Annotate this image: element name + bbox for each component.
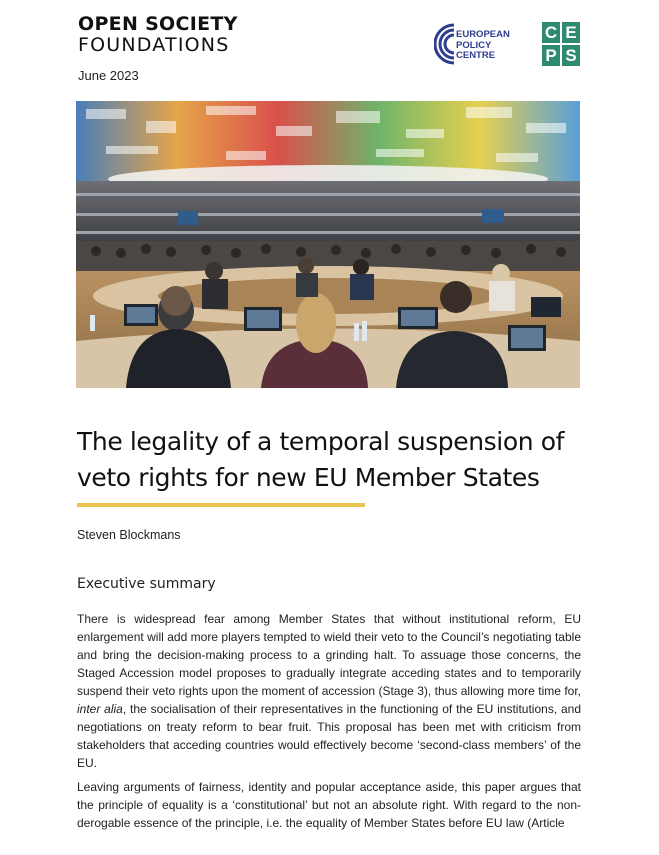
open-society-foundations-logo	[78, 14, 238, 56]
ceps-logo	[542, 22, 580, 66]
ceps-letter-p: P	[542, 45, 560, 66]
osf-logo-line2: FOUNDATIONS	[78, 34, 230, 56]
summary-paragraph-2: Leaving arguments of fairness, identity and popular acceptance aside, this paper argues that the principle of equality is a ‘constitutional’ but not an absolute right. With regard to the non-derogable essence of the principle, i.e. the equality of Member States before EU law (Article	[77, 780, 581, 830]
author-name: Steven Blockmans	[77, 528, 181, 542]
ceps-letter-e: E	[562, 22, 580, 43]
paragraph1-part-b: , the socialisation of their representatives in the functioning of the EU institutions, and negotiations on treaty reform to bear fruit. This proposal has been met with criticism from stakeholders that acceding countries would effectively become ‘second-class members’ of the EU.	[77, 702, 582, 770]
epc-arc-icon	[434, 22, 458, 66]
council-meeting-room-photo-icon	[76, 101, 580, 388]
epc-logo-line3: CENTRE	[456, 50, 496, 61]
paragraph1-part-a: There is widespread fear among Member States that without institutional reform, EU enlargement will add more players tempted to wield their veto to the Council’s negotiating table and bring the decision-making process to a grinding halt. To assuage those concerns, the Staged Accession model proposes to gradually integrate acceding states and to temporarily suspend their veto rights upon the moment of accession (Stage 3), thus allowing more time for,	[77, 612, 581, 698]
document-title: The legality of a temporal suspension of veto rights for new EU Member States	[77, 427, 565, 492]
title-underline-rule	[77, 503, 365, 507]
ceps-letter-s: S	[562, 45, 580, 66]
epc-logo-line2: POLICY	[456, 39, 492, 51]
summary-paragraph-1	[77, 610, 581, 772]
paragraph1-italic: inter alia	[77, 702, 123, 716]
osf-logo-line1: OPEN SOCIETY	[78, 13, 238, 35]
section-heading: Executive summary	[77, 576, 216, 592]
ceps-letter-c: C	[542, 22, 560, 43]
publication-date: June 2023	[78, 68, 139, 83]
european-policy-centre-logo	[434, 22, 516, 66]
epc-logo-line1: EUROPEAN	[456, 29, 510, 40]
council-meeting-photo	[76, 101, 580, 388]
